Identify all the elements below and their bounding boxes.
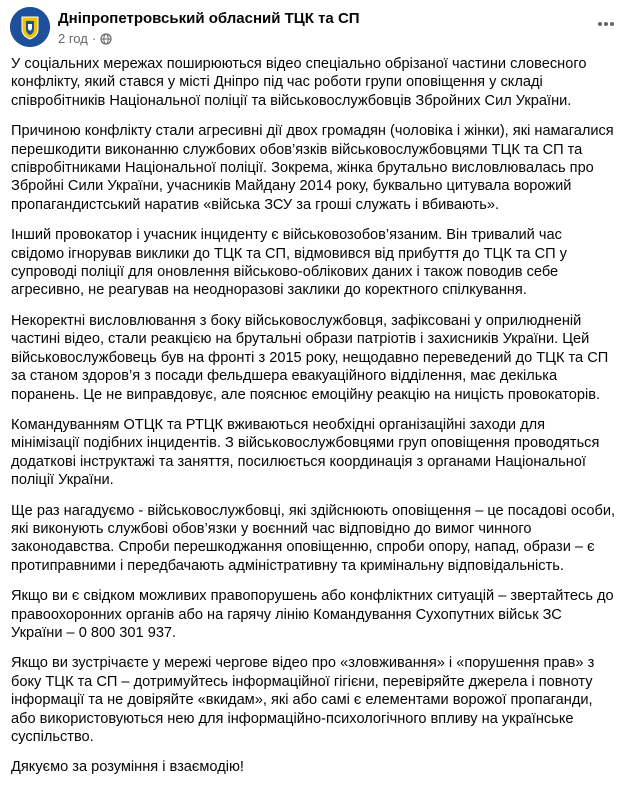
post-paragraph: Якщо ви зустрічаєте у мережі чергове відео про «зловживання» і «порушення прав» з боку ТЦК та СП – дотримуйтесь інформаційної гігієни, перевіряйте джерела і повноту інформації та не довіряйте «вкидам», які або самі є елементами ворожої пропаганди, або використовуються нею для інформаційно-психологічного впливу на українське суспільство. (11, 655, 595, 745)
meta-separator: · (91, 31, 97, 46)
post-paragraph: Причиною конфлікту стали агресивні дії двох громадян (чоловіка і жінки), які намагалися перешкодити виконанню службових обов’язків військовослужбовцями ТЦК та СП та співробітниками Національної поліції. Зокрема, жінка брутально висловлювалась про Збройні Сили України, учасників Майдану 2014 року, буквально цитувала ворожий пропагандистський наратив «війська ЗСУ за гроші служать і вбивають». (11, 123, 614, 213)
more-horizontal-icon (596, 14, 616, 34)
post-paragraph: Некоректні висловлювання з боку військовослужбовця, зафіксовані у оприлюдненій частині відео, стали реакцією на брутальні образи патріотів і захисників України. Цей військовослужбовець був на фронті з 2015 року, нещодавно переведений до ТЦК та СП за станом здоров’я з посади фельдшера евакуаційного відділення, має декілька поранень. Це не виправдовує, але пояснює емоційну реакцію на ницість провокаторів. (11, 312, 609, 403)
post-body (11, 55, 616, 789)
page-avatar[interactable] (10, 7, 50, 47)
post-paragraph: Інший провокатор і учасник інциденту є військовозобов’язаним. Він тривалий час свідомо ігнорував виклики до ТЦК та СП, відмовився від прибуття до ТЦК та СП у супроводі поліції для оновлення військово-облікових даних і також поводив себе агресивно, не реагував на неодноразові заклики до коректного спілкування. (11, 227, 567, 299)
post-author-link[interactable]: Дніпропетровський обласний ТЦК та СП (58, 10, 360, 27)
post-meta (58, 31, 112, 46)
post-paragraph: Дякуємо за розуміння і взаємодію! (11, 759, 244, 776)
post-timestamp[interactable]: 2 год (58, 31, 88, 46)
more-options-button[interactable] (596, 14, 616, 34)
globe-icon[interactable] (100, 33, 112, 45)
post-paragraph: Якщо ви є свідком можливих правопорушень або конфліктних ситуацій – звертайтесь до правоохоронних органів або на гарячу лінію Командування Сухопутних військ ЗС України – 0 800 301 937. (11, 588, 614, 641)
post-paragraph: У соціальних мережах поширюються відео спеціально обрізаної частини словесного конфлікту, який стався у місті Дніпро під час роботи групи оповіщення у складі співробітників Національної поліції та військовослужбовців Збройних Сил України. (11, 56, 587, 109)
post-paragraph: Командуванням ОТЦК та РТЦК вживаються необхідні організаційні заходи для мінімізації подібних інцидентів. З військовослужбовцями груп оповіщення проводяться додаткові інструктажі та заняття, посилюється координація з органами Національної поліції України. (11, 416, 600, 489)
post-paragraph: Ще раз нагадуємо - військовослужбовці, які здійснюють оповіщення – це посадові особи, які виконують службові обов’язки у воєнний час відповідно до вимог чинного законодавства. Спроби перешкоджання оповіщенню, спроби опору, напад, образи – є протиправними і передбачають адміністративну та кримінальну відповідальність. (11, 502, 616, 574)
emblem-shield-icon (10, 7, 50, 47)
